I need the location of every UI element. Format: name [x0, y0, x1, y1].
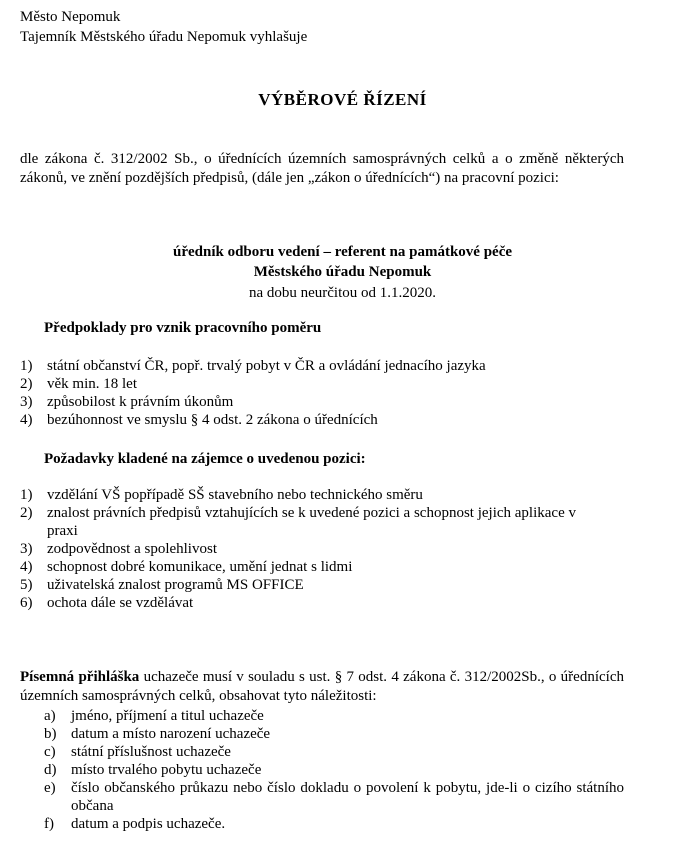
position-term: na dobu neurčitou od 1.1.2020. — [248, 285, 437, 301]
item-text: uživatelská znalost programů MS OFFICE — [47, 577, 304, 593]
item-letter: a) — [44, 708, 56, 724]
item-text: státní příslušnost uchazeče — [71, 744, 231, 760]
item-text: způsobilost k právním úkonům — [47, 394, 234, 410]
list-item — [20, 504, 580, 540]
list-item — [44, 707, 624, 725]
position-office: Městského úřadu Nepomuk — [253, 264, 432, 280]
item-text: datum a podpis uchazeče. — [71, 816, 226, 832]
item-text: státní občanství ČR, popř. trvalý pobyt v ČR a ovládání jednacího jazyka — [47, 358, 486, 374]
item-number: 3) — [20, 394, 33, 410]
item-text: místo trvalého pobytu uchazeče — [71, 762, 262, 778]
item-number: 1) — [20, 487, 33, 503]
item-number: 5) — [20, 577, 33, 593]
item-number: 4) — [20, 412, 33, 428]
list-item — [44, 761, 624, 779]
application-lead-text: uchazeče musí v souladu s ust. § 7 odst. 4 zákona č. 312/2002Sb., o úřednících územních samosprávných celků, obsahovat tyto náležitosti: — [20, 669, 624, 704]
item-number: 1) — [20, 358, 33, 374]
application-paragraph — [20, 668, 624, 706]
page-title: VÝBĚROVÉ ŘÍZENÍ — [258, 90, 427, 109]
item-text: vzdělání VŠ popřípadě SŠ stavebního nebo technického směru — [47, 487, 423, 503]
item-number: 2) — [20, 376, 33, 392]
item-text: datum a místo narození uchazeče — [71, 726, 271, 742]
list-item — [44, 725, 624, 743]
requirements-heading: Požadavky kladené na zájemce o uvedenou pozici: — [44, 451, 366, 467]
item-number: 3) — [20, 541, 33, 557]
intro-paragraph: dle zákona č. 312/2002 Sb., o úřednících územních samosprávných celků a o změně některých zákonů, ve znění pozdějších předpisů, (dále jen „zákon o úřednících“) na pracovní pozici: — [20, 151, 624, 186]
item-letter: f) — [44, 816, 54, 832]
application-list — [44, 707, 624, 833]
list-item — [44, 815, 624, 833]
list-item — [44, 743, 624, 761]
list-item — [20, 576, 580, 594]
list-item — [20, 486, 580, 504]
item-text: ochota dále se vzdělávat — [47, 595, 194, 611]
item-number: 6) — [20, 595, 33, 611]
item-text: číslo občanského průkazu nebo číslo dokladu o povolení k pobytu, jde-li o cizího státního občana — [71, 780, 624, 814]
item-text: znalost právních předpisů vztahujících se k uvedené pozici a schopnost jejich aplikace v praxi — [47, 505, 576, 539]
position-title: úředník odboru vedení – referent na památkové péče — [172, 244, 513, 260]
list-item — [20, 558, 580, 576]
item-number: 4) — [20, 559, 33, 575]
item-letter: c) — [44, 744, 56, 760]
list-item — [20, 540, 580, 558]
item-letter: b) — [44, 726, 57, 742]
prerequisites-heading: Předpoklady pro vznik pracovního poměru — [44, 320, 322, 336]
application-lead-bold: Písemná přihláška — [20, 669, 140, 685]
item-text: věk min. 18 let — [47, 376, 137, 392]
requirements-list — [20, 486, 580, 612]
header-city: Město Nepomuk — [20, 9, 121, 25]
item-text: schopnost dobré komunikace, umění jednat s lidmi — [47, 559, 353, 575]
list-item — [20, 594, 580, 612]
item-text: bezúhonnost ve smyslu § 4 odst. 2 zákona o úřednících — [47, 412, 378, 428]
item-number: 2) — [20, 505, 33, 521]
header-announcer: Tajemník Městského úřadu Nepomuk vyhlašuje — [20, 29, 308, 45]
list-item — [44, 779, 624, 815]
item-text: zodpovědnost a spolehlivost — [47, 541, 217, 557]
item-letter: d) — [44, 762, 57, 778]
item-text: jméno, příjmení a titul uchazeče — [71, 708, 264, 724]
item-letter: e) — [44, 780, 56, 796]
